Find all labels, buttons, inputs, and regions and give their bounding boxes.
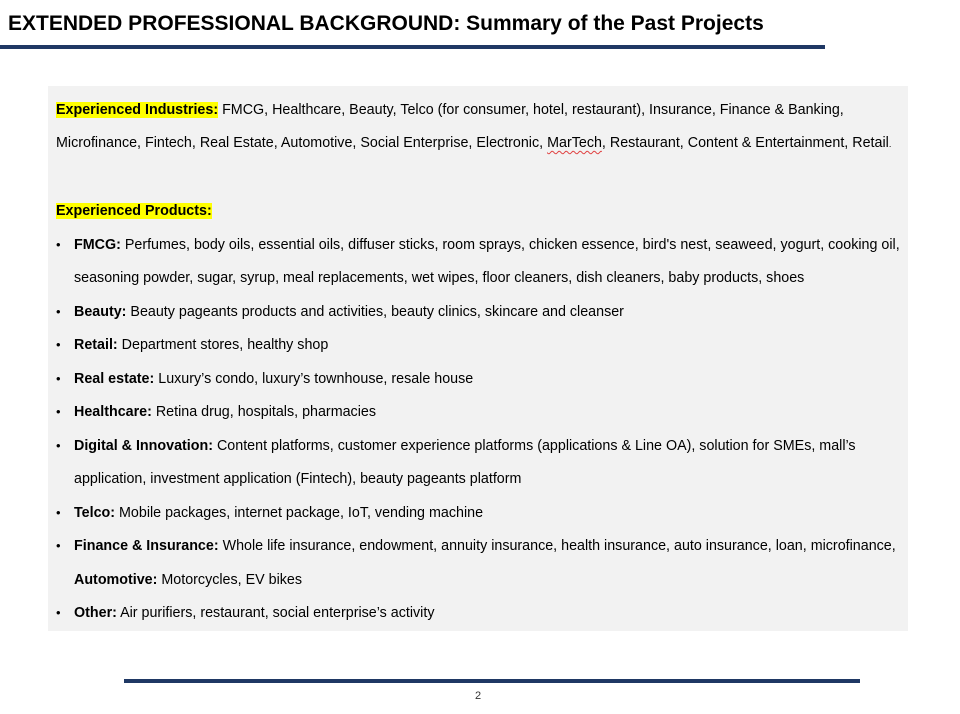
bullet-real-estate: • bbox=[56, 371, 61, 386]
product-key-fmcg: FMCG: bbox=[74, 237, 121, 253]
industries-line-1 bbox=[56, 100, 844, 120]
product-key-healthcare: Healthcare: bbox=[74, 404, 152, 420]
bullet-other: • bbox=[56, 605, 61, 620]
industries-text-1: FMCG, Healthcare, Beauty, Telco (for consumer, hotel, restaurant), Insurance, Finance & Banking, bbox=[218, 102, 844, 118]
product-text-fmcg: Perfumes, body oils, essential oils, diffuser sticks, room sprays, chicken essence, bird's nest, seaweed, yogurt, cooking oil, bbox=[120, 237, 900, 253]
product-item-other bbox=[74, 603, 434, 623]
product-text-digital: Content platforms, customer experience platforms (applications & Line OA), solution for SMEs, mall’s bbox=[213, 438, 856, 454]
product-item-healthcare bbox=[74, 402, 376, 422]
industries-period: . bbox=[888, 139, 892, 149]
footer-rule bbox=[124, 679, 860, 683]
product-item-automotive bbox=[74, 570, 302, 590]
product-item-digital-cont: application, investment application (Fintech), beauty pageants platform bbox=[74, 471, 522, 487]
title-underline-rule bbox=[0, 45, 825, 49]
product-item-telco bbox=[74, 503, 483, 523]
product-item-fmcg bbox=[74, 235, 900, 255]
bullet-digital: • bbox=[56, 438, 61, 453]
product-key-digital: Digital & Innovation: bbox=[74, 438, 213, 454]
product-text-finance: Whole life insurance, endowment, annuity insurance, health insurance, auto insurance, loan, microfinance, bbox=[218, 538, 896, 554]
product-key-other: Other: bbox=[74, 605, 117, 621]
product-item-retail bbox=[74, 335, 328, 355]
products-label: Experienced Products: bbox=[56, 203, 212, 219]
product-item-digital bbox=[74, 436, 856, 456]
industries-text-2b: , Restaurant, Content & Entertainment, Retail bbox=[601, 135, 889, 151]
product-key-finance: Finance & Insurance: bbox=[74, 538, 219, 554]
product-text-retail: Department stores, healthy shop bbox=[117, 337, 329, 353]
industries-line-2 bbox=[56, 133, 891, 154]
product-key-telco: Telco: bbox=[74, 505, 116, 521]
bullet-fmcg: • bbox=[56, 237, 61, 252]
product-text-healthcare: Retina drug, hospitals, pharmacies bbox=[151, 404, 376, 420]
bullet-telco: • bbox=[56, 505, 61, 520]
product-key-real-estate: Real estate: bbox=[74, 371, 155, 387]
product-text-beauty: Beauty pageants products and activities, beauty clinics, skincare and cleanser bbox=[126, 304, 624, 320]
industries-text-2a: Microfinance, Fintech, Real Estate, Automotive, Social Enterprise, Electronic, bbox=[56, 135, 548, 151]
product-key-beauty: Beauty: bbox=[74, 304, 127, 320]
bullet-beauty: • bbox=[56, 304, 61, 319]
product-text-real-estate: Luxury’s condo, luxury’s townhouse, resale house bbox=[154, 371, 474, 387]
product-item-finance bbox=[74, 536, 896, 556]
product-key-automotive: Automotive: bbox=[74, 572, 158, 588]
bullet-healthcare: • bbox=[56, 404, 61, 419]
industries-spellcheck-word: MarTech bbox=[547, 135, 602, 151]
product-item-beauty bbox=[74, 302, 624, 322]
product-text-telco: Mobile packages, internet package, IoT, vending machine bbox=[115, 505, 484, 521]
page-number: 2 bbox=[474, 690, 482, 702]
product-key-retail: Retail: bbox=[74, 337, 118, 353]
product-item-fmcg-cont: seasoning powder, sugar, syrup, meal replacements, wet wipes, floor cleaners, dish cleaners, baby products, shoes bbox=[74, 270, 805, 286]
bullet-finance: • bbox=[56, 538, 61, 553]
product-item-real-estate bbox=[74, 369, 473, 389]
industries-label: Experienced Industries: bbox=[56, 102, 219, 118]
products-heading bbox=[56, 201, 212, 221]
page-title: EXTENDED PROFESSIONAL BACKGROUND: Summary of the Past Projects bbox=[8, 12, 764, 35]
bullet-retail: • bbox=[56, 337, 61, 352]
product-text-other: Air purifiers, restaurant, social enterprise’s activity bbox=[116, 605, 435, 621]
product-text-automotive: Motorcycles, EV bikes bbox=[157, 572, 303, 588]
